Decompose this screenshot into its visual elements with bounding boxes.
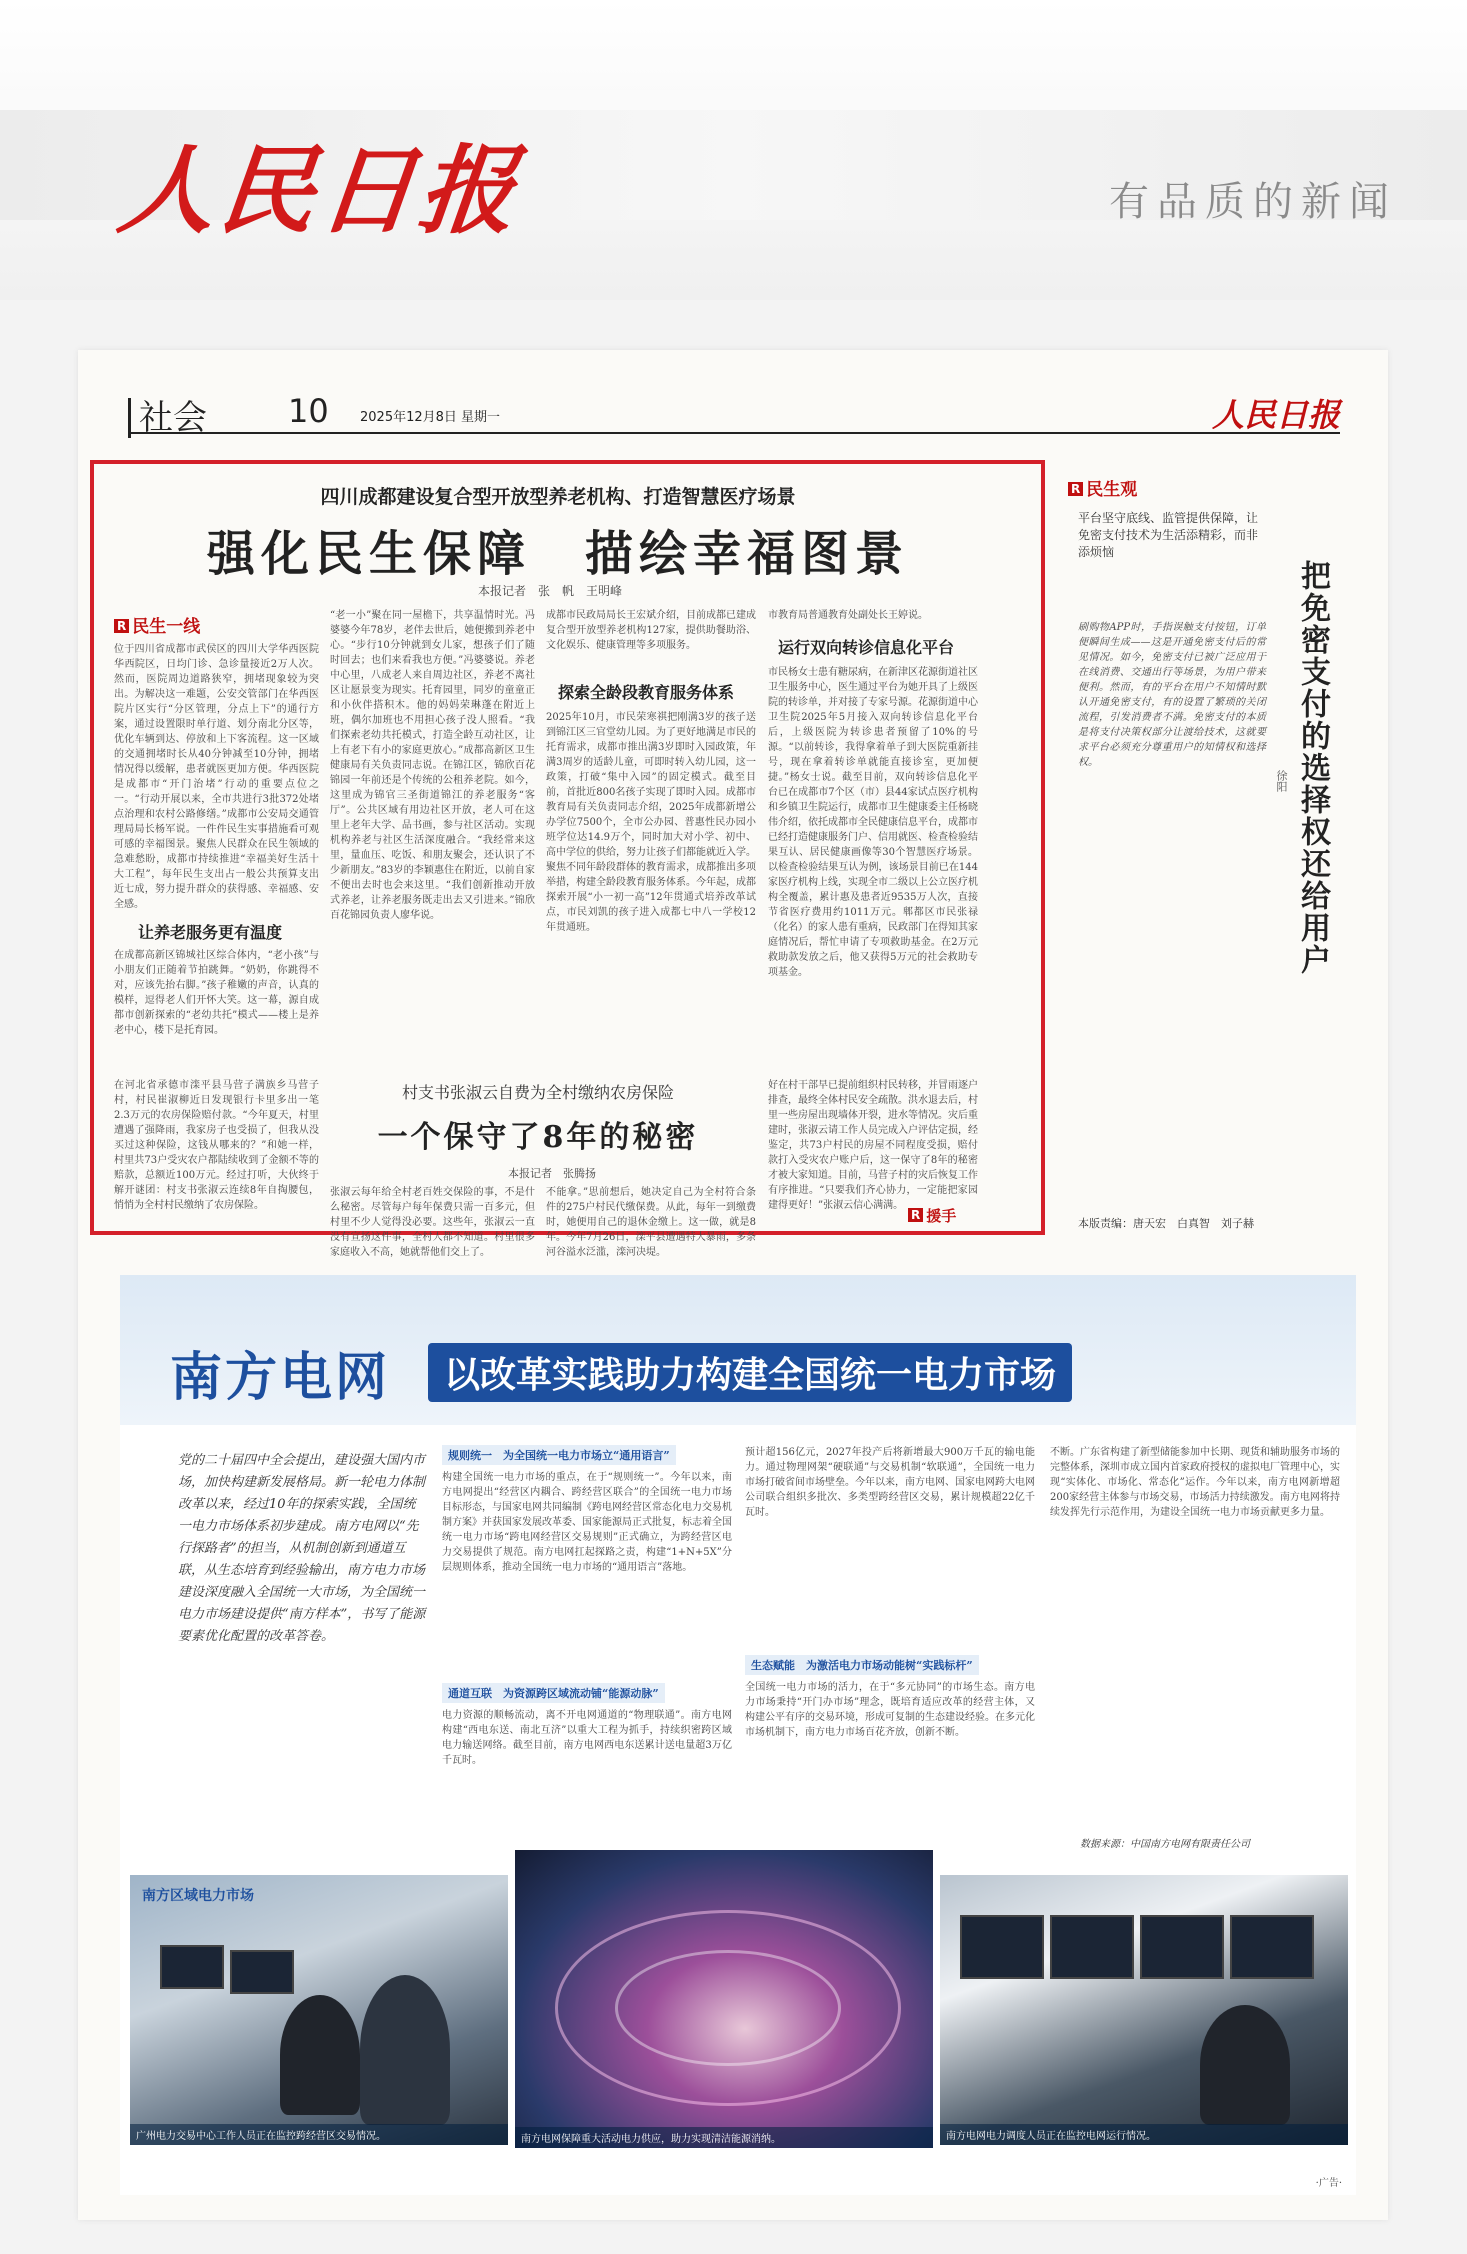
photo-trading-center xyxy=(130,1875,508,2145)
ad-mark: ·广告· xyxy=(1315,2178,1342,2189)
subhead-elderly-care: 让养老服务更有温度 xyxy=(138,923,283,942)
column-tag: R 民生一线 xyxy=(114,612,200,637)
ad-intro: 党的二十届四中全会提出，建设强大国内市场，加快构建新发展格局。新一轮电力体制改革以来，经过10年的探索实践，全国统一电力市场体系初步建成。南方电网以“先行探路者”的担当，从机制创新到通道互联，从生态培育到经验输出，南方电力市场建设深度融入全国统一大市场，为全国统一电力市场建设提供“南方样本”，书写了能源要素优化配置的改革答卷。 xyxy=(178,1453,426,1644)
photo3-caption: 南方电网电力调度人员正在监控电网运行情况。 xyxy=(940,2124,1348,2145)
brand-banner xyxy=(0,0,1467,300)
article-col-3b: 2025年10月，市民荣寒祺把刚满3岁的孩子送到锦江区三官堂幼儿园。为了更好地满足市民的托育需求，成都市推出满3岁即时入园政策，年满3周岁的适龄儿童，可即时转入幼儿园，这一政策，打破“集中入园”的固定模式。截至目前，首批近800名孩子实现了即时入园。成都市教育局有关负责同志介绍，2025年成都新增公办学位7500个，全市公办园、普惠性民办园小班学位达14.9万个，同时加大对小学、初中、高中学位的供给，努力让孩子们都能就近入学。聚焦不同年龄段群体的教育需求，成都推出多项举措，构建全龄段教育服务体系。今年起，成都探索开展“小一初一高”12年贯通式培养改革试点，市民刘凯的孩子进入成都七中八一学校12年贯通班。 xyxy=(546,712,756,933)
article-kicker: 四川成都建设复合型开放型养老机构、打造智慧医疗场景 xyxy=(320,486,796,508)
sidebar-tag: R 民生观 xyxy=(1068,475,1137,500)
ad-subhead-grid: 通道互联 为资源跨区域流动铺“能源动脉” xyxy=(442,1683,665,1703)
header-logo: 人民日报 xyxy=(1211,396,1340,434)
newspaper-page xyxy=(78,350,1388,2220)
ad-col-2: 电力资源的顺畅流动，离不开电网通道的“物理联通”。南方电网构建“西电东送、南北互济”以重大工程为抓手，持续织密跨区域电力输送网络。截至目前，南方电网西电东送累计送电量超3万亿千瓦时。 xyxy=(442,1710,732,1766)
ad-brand: 南方电网 xyxy=(170,1348,391,1408)
ad-subhead-ecosystem: 生态赋能 为激活电力市场动能树“实践标杆” xyxy=(745,1655,979,1675)
advertisement xyxy=(120,1275,1356,2195)
monitor-screen xyxy=(1140,1915,1224,1979)
ad-col-1: 构建全国统一电力市场的重点，在于“规则统一”。今年以来，南方电网提出“经营区内耦合、跨经营区联合”的全国统一电力市场目标形态，与国家电网共同编制《跨电网经营区常态化电力交易机制方案》并获国家发展改革委、国家能源局正式批复，标志着全国统一电力市场“跨电网经营区交易规则”正式确立，为跨经营区电力交易提供了规范。南方电网扛起探路之责，构建“1+N+5X”分层规则体系，推动全国统一电力市场的“通用语言”落地。 xyxy=(442,1472,732,1573)
ad-slogan: 以改革实践助力构建全国统一电力市场 xyxy=(428,1343,1072,1402)
monitor-screen xyxy=(960,1915,1044,1979)
page-date: 2025年12月8日 星期一 xyxy=(360,410,501,425)
photo-dispatch-center xyxy=(940,1875,1348,2145)
page-editors: 本版责编：唐天宏 白真智 刘子赫 xyxy=(1078,1217,1254,1230)
story2-headline: 一个保守了8年的秘密 xyxy=(377,1120,699,1155)
sidebar-title: 把免密支付的选择权还给用户 xyxy=(1295,560,1330,976)
ad-col-3b: 全国统一电力市场的活力，在于“多元协同”的市场生态。南方电力市场秉持“开门办市场”理念，既培育适应改革的经营主体，又构建公平有序的交易环境，形成可复制的生态建设经验。在多元化市场机制下，南方电力市场百花齐放，创新不断。 xyxy=(745,1682,1035,1738)
section-name: 社会 xyxy=(128,390,207,439)
sidebar-author: 徐阳 xyxy=(1275,770,1288,792)
photo-stadium xyxy=(515,1850,933,2148)
ad-credit: 数据来源：中国南方电网有限责任公司 xyxy=(1080,1839,1250,1850)
ad-col-4: 不断。广东省构建了新型储能参加中长期、现货和辅助服务市场的完整体系，深圳市成立国内首家政府授权的虚拟电厂管理中心，实现“实体化、市场化、常态化”运作。今年以来，南方电网新增超200家经营主体参与市场交易，市场活力持续激发。南方电网将持续发挥先行示范作用，为建设全国统一电力市场贡献更多力量。 xyxy=(1050,1447,1340,1518)
banner-tagline: 有品质的新闻 xyxy=(1109,179,1397,225)
stadium-ring xyxy=(615,1950,841,2066)
article-byline: 本报记者 张 帆 王明峰 xyxy=(478,584,623,598)
article-col-3: 成都市民政局局长王宏斌介绍，目前成都已建成复合型开放型养老机构127家，提供助餐助浴、文化娱乐、健康管理等多项服务。 xyxy=(546,610,756,651)
monitor-screen xyxy=(1050,1915,1134,1979)
article-headline: 强化民生保障 描绘幸福图景 xyxy=(206,526,909,582)
ad-col-3: 预计超156亿元，2027年投产后将新增最大900万千瓦的输电能力。通过物理网架“硬联通”与交易机制“软联通”，全国统一电力市场打破省间市场壁垒。今年以来，南方电网、国家电网跨大电网公司联合组织多批次、多类型跨经营区交易，累计规模超22亿千瓦时。 xyxy=(745,1447,1035,1518)
photo1-caption: 广州电力交易中心工作人员正在监控跨经营区交易情况。 xyxy=(130,2124,508,2145)
story2-col-4: 好在村干部早已提前组织村民转移，并冒雨逐户排查，最终全体村民安全疏散。洪水退去后，村里一些房屋出现墙体开裂，进水等情况。灾后重建时，张淑云请工作人员完成入户评估定损，经鉴定，共73户村民的房屋不同程度受损，赔付款打入受灾农户账户后，这一保守了8年的秘密才被大家知道。目前，马营子村的灾后恢复工作有序推进。“只要我们齐心协力，一定能把家园建得更好！”张淑云信心满满。 xyxy=(768,1080,978,1211)
monitor-screen xyxy=(160,1945,224,1989)
worker-figure xyxy=(280,1995,360,2115)
worker-figure xyxy=(1200,2005,1290,2125)
story2-byline: 本报记者 张腾扬 xyxy=(508,1167,596,1180)
article-col-4b: 市民杨女士患有糖尿病，在新津区花源街道社区卫生服务中心，医生通过平台为她开具了上级医院的转诊单，并对接了专家号源。花源街道中心卫生院2025年5月接入双向转诊信息化平台后，上级医院为转诊患者预留了10%的号源。“以前转诊，我得拿着单子到大医院重新挂号，现在拿着转诊单就能直接诊室，更加便捷。”杨女士说。截至目前，双向转诊信息化平台已在成都市7个区（市）县44家试点医疗机构和乡镇卫生院运行，成都市卫生健康委主任杨晓伟介绍，依托成都市全民健康信息平台，成都市已经打造健康服务门户、信用就医、检查检验结果互认、居民健康画像等30个智慧医疗场景。以检查检验结果互认为例，该场景目前已在144家医疗机构上线，实现全市二级以上公立医疗机构全覆盖，累计惠及患者近9535万人次，直接节省医疗费用约1011万元。郫都区市民张禄（化名）的家人患有重病，民政部门在得知其家庭情况后，帮忙申请了专项救助基金。在2万元救助款发放之后，他又获得5万元的社会救助专项基金。 xyxy=(768,667,978,978)
story2-tag: R 援手 xyxy=(908,1205,956,1226)
story2-col-3: 不能拿。”思前想后，她决定自己为全村符合条件的275户村民代缴保费。从此，每年一到缴费时，她便用自己的退休金缴上。这一做，就是8年。今年7月26日，滦平县遭遇特大暴雨，多条河谷溢水泛滥，滦河决堤。 xyxy=(546,1187,756,1258)
sidebar-body: 刷购物APP时，手指误触支付按钮，订单便瞬间生成——这是开通免密支付后的常见情况。如今，免密支付已被广泛应用于在线消费、交通出行等场景，为用户带来便利。然而，有的平台在用户不知情时默认开通免密支付，有的设置了繁琐的关闭流程，引发消费者不满。免密支付的本质是将支付决策权部分让渡给技术，这就要求平台必须充分尊重用户的知情权和选择权。 xyxy=(1078,622,1266,768)
story2-col-1: 在河北省承德市滦平县马营子满族乡马营子村，村民崔淑柳近日发现银行卡里多出一笔2.3万元的农房保险赔付款。“今年夏天，村里遭遇了强降雨，我家房子也受损了，但我从没买过这种保险，这钱从哪来的？”和她一样，村里共73户受灾农户都陆续收到了金额不等的赔款，总额近100万元。经过打听，大伙终于解开谜团：村支书张淑云连续8年自掏腰包，悄悄为全村村民缴纳了农房保险。 xyxy=(114,1080,319,1211)
monitor-screen xyxy=(230,1950,294,1994)
story2-kicker: 村支书张淑云自费为全村缴纳农房保险 xyxy=(401,1083,674,1102)
article-col-1: 位于四川省成都市武侯区的四川大学华西医院华西院区，日均门诊、急诊量接近2万人次。然而，医院周边道路狭窄，拥堵现象较为突出。为解决这一难题，公安交管部门在华西医院片区实行“分区管理，分点上下”的通行方案，通过设置限时单行道、划分南北分区等，优化车辆到达、停放和上下客流程。这一区域的交通拥堵时长从40分钟减至10分钟，拥堵情况得以缓解，患者就医更加方便。华西医院是成都市“开门治堵”行动的重要点位之一。“行动开展以来，全市共进行3批372处堵点治理和农村公路修缮。”成都市公安局交通管理局局长杨军说。一件件民生实事措施看可观可感的幸福图景。聚焦人民群众在民生领域的急难愁盼，成都市持续推进“幸福美好生活十大工程”，每年民生支出占一般公共预算支出近七成，努力提升群众的获得感、幸福感、安全感。 xyxy=(114,644,319,910)
subhead-education: 探索全龄段教育服务体系 xyxy=(558,683,735,702)
worker-figure xyxy=(360,1975,450,2125)
photo-sign: 南方区域电力市场 xyxy=(142,1888,254,1904)
monitor-screen xyxy=(1230,1915,1314,1979)
sidebar-lead: 平台坚守底线、监管提供保障，让免密支付技术为生活添精彩，而非添烦恼 xyxy=(1078,511,1259,559)
story2-col-2: 张淑云每年给全村老百姓交保险的事，不是什么秘密。尽管每户每年保费只需一百多元，但村里不少人觉得没必要。这些年，张淑云一直没有宣扬这件事，全村人都不知道。村里很多家庭收入不高，她就帮他们交上了。 xyxy=(330,1187,535,1258)
page-header xyxy=(128,390,1340,438)
photo2-caption: 南方电网保障重大活动电力供应，助力实现清洁能源消纳。 xyxy=(515,2127,933,2148)
article-col-1b: 在成都高新区锦城社区综合体内，“老小孩”与小朋友们正随着节拍跳舞。“奶奶，你跳得不对，应该先抬右脚。”孩子稚嫩的声音，认真的模样，逗得老人们开怀大笑。这一幕，源自成都市创新探索的“老幼共托”模式——楼上是养老中心，楼下是托育园。 xyxy=(114,950,319,1036)
ad-subhead-rules: 规则统一 为全国统一电力市场立“通用语言” xyxy=(442,1445,676,1465)
subhead-referral: 运行双向转诊信息化平台 xyxy=(778,638,955,657)
people-daily-logo: 人民日报 xyxy=(113,134,526,247)
article-col-4: 市教育局普通教育处副处长王婷说。 xyxy=(768,610,928,621)
page-number: 10 xyxy=(288,392,329,430)
article-col-2: “老一小”聚在同一屋檐下，共享温情时光。冯婆婆今年78岁，老伴去世后，她便搬到养老中心。“步行10分钟就到女儿家，想孩子们了随时回去；也们来看我也方便。”冯婆婆说。养老中心里，八成老人来自周边社区，养老不离社区让愿景变为现实。托育园里，同岁的童童正和小伙伴搭积木。他的妈妈荣琳蓬在附近上班，偶尔加班也不用担心孩子没人照看。“我们探索老幼共托模式，打造全龄互动社区，让上有老下有小的家庭更放心。”成都高新区卫生健康局有关负责同志说。在锦江区，锦欣百花锦园一年前还是个传统的公租养老院。如今，这里成为锦官三圣街道锦江的养老服务“客厅”。公共区域有用边社区开放，老人可在这里上老年大学、品书画，参与社区活动。实现机构养老与社区生活深度融合。“我经常来这里，量血压、吃饭、和朋友聚会，还认识了不少新朋友。”83岁的李颖惠住在附近，以前自家不便出去时也会来这里。“我们创新推动开放式养老，让养老服务既走出去又引进来。”锦欣百花锦园负责人廖华说。 xyxy=(330,610,535,921)
